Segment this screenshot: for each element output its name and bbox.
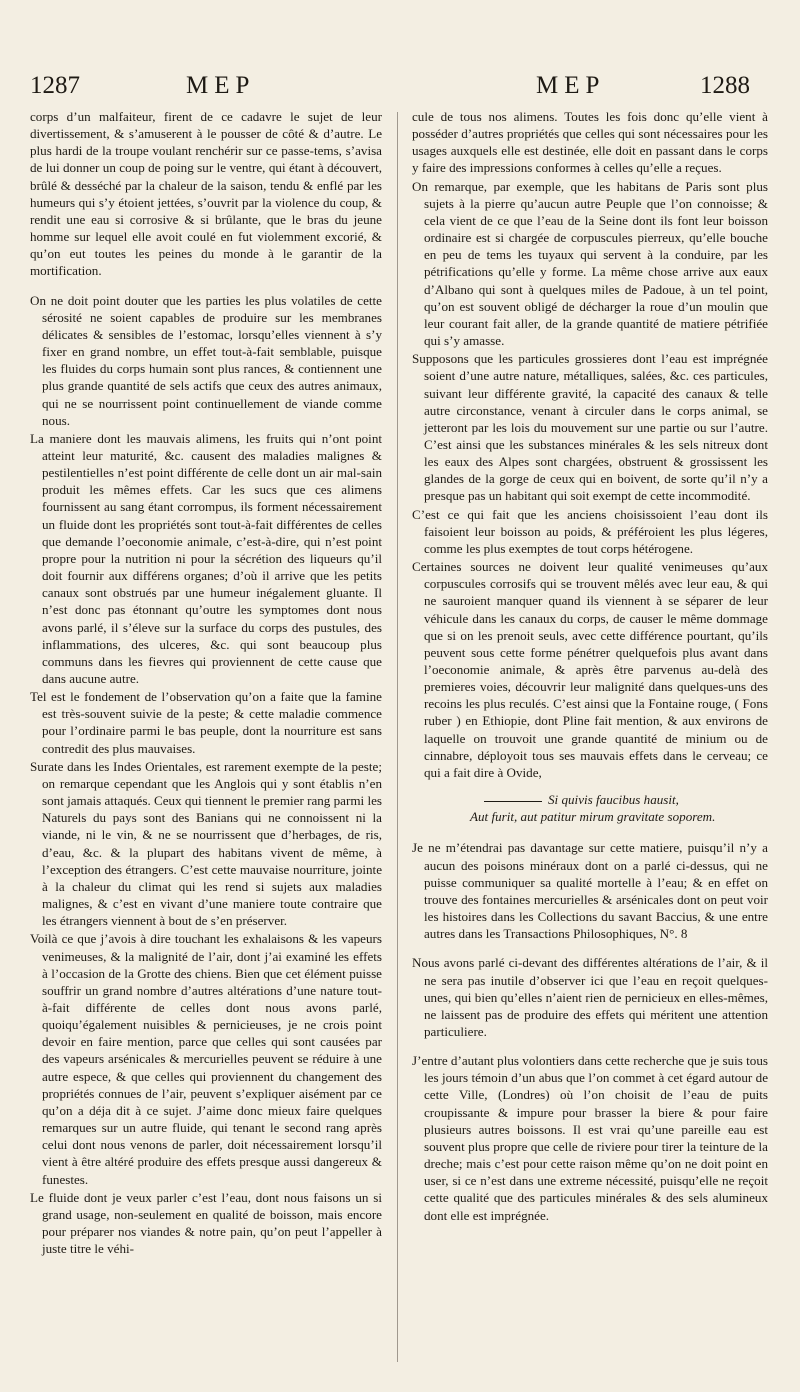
column-divider bbox=[397, 112, 398, 1362]
right-running-title: MEP bbox=[536, 72, 606, 99]
left-column bbox=[30, 108, 382, 1258]
right-page-number: 1288 bbox=[700, 72, 750, 99]
ovid-quotation bbox=[412, 791, 768, 825]
left-running-title: MEP bbox=[186, 72, 256, 99]
paragraph: Le fluide dont je veux parler c’est l’eau, dont nous faisons un si grand usage, non-seulement en qualité de boisson, mais encore pour préparer nos viandes & notre pain, qu’on peut l’appeller à juste titre le véhi- bbox=[30, 1189, 382, 1257]
paragraph: Voilà ce que j’avois à dire touchant les exhalaisons & les vapeurs venimeuses, & la malignité de l’air, dont j’ai examiné les effets à l’occasion de la Grotte des chiens. Bien que cet élément puisse souffrir un grand nombre d’autres altérations d’une nature tout-à-fait différente de celles dont nous avons parlé, quoiqu’également nuisibles & pernicieuses, je ne crois point devoir en faire mention, parce que celles qui sont causées par des vapeurs arsénicales & mercurielles peuvent se réduire à une autre espece, & que celles qui proviennent du changement des propriétés connues de l’air, peuvent s’expliquer aisément par ce qu’on a déja dit à ce sujet. J’aime donc mieux faire quelques remarques sur un autre fluide, qui tenant le second rang après celui dont nous venons de parler, doit nécessairement lorsqu’il vient à être altéré produire des effets presque aussi dangereux & funestes. bbox=[30, 931, 382, 1187]
paragraph: Surate dans les Indes Orientales, est rarement exempte de la peste; on remarque cependant que les Anglois qui y sont établis n’en sont jamais attaqués. Ceux qui tiennent le premier rang parmi les Naturels du pays sont des Banians qui ne connoissent ni la viande, ni le vin, & ne se nourrissent que d’herbages, de ris, d’eau, &c. & la plupart des habitans vivent de même, à l’exception des étrangers. C’est cette mauvaise nourriture, jointe à la chaleur du climat qui les rend si sujets aux maladies malignes, & c’est en vivant d’une maniere toute contraire que les étrangers viennent à bout de s’en préserver. bbox=[30, 758, 382, 929]
paragraph: corps d’un malfaiteur, firent de ce cadavre le sujet de leur divertissement, & s’amuserent à le pousser de côté & d’autre. Le plus hardi de la troupe voulant renchérir sur ce passe-tems, s’avisa de lui donner un coup de poing sur le ventre, qui étant à découvert, brûlé & desséché par la chaleur de la saison, tendu & enflé par les humeurs qui s’y étoient jettées, s’ouvrit par la violence du coup, & rendit une eau si corrosive & si brûlante, que le bras du jeune homme sur lequel elle avoit coulé en fut violemment excorié, & qu’on eut toutes les peines du monde à le garantir de la mortification. bbox=[30, 109, 382, 279]
quotation-dash bbox=[484, 801, 542, 802]
paragraph: La maniere dont les mauvais alimens, les fruits qui n’ont point atteint leur maturité, &c. causent des maladies malignes & pestilentielles n’est point différente de celle dont un air mal-sain produit les mêmes effets. Car les sucs que ces alimens fournissent au sang étant corrompus, ils forment nécessairement un fluide dont les propriétés sont tout-à-fait différentes de celles que demande l’oeconomie animale, c’est-à-dire, qui n’est point propre pour la nutrition ni pour la sécrétion des liqueurs qu’il doit fournir aux différens organes; d’où il arrive que les petits canaux sont obstrués par une humeur inégalement gluante. Il n’est donc pas étonnant qu’outre les symptomes dont nous avons parlé, il s’éleve sur la surface du corps des pustules, des inflammations, des ulceres, &c. qui sont beaucoup plus communs dans les fievres qui proviennent de cette cause que dans aucune autre. bbox=[30, 430, 382, 686]
right-column bbox=[412, 108, 768, 1225]
paragraph: J’entre d’autant plus volontiers dans cette recherche que je suis tous les jours témoin d’un abus que l’on commet à cet égard autour de cette Ville, (Londres) où l’on choisit de l’eau de puits croupissante & impure pour brasser la biere & pour faire plusieurs autres boissons. Il est vrai qu’une pareille eau est souvent plus propre que celle de riviere pour tirer la teinture de la dreche; mais c’est pour cette raison même qu’on ne doit point en user, si ce n’est dans une extreme nécessité, puisqu’elle ne reçoit cette qualité que des particules minérales & des sels alumineux dont elle est imprégnée. bbox=[412, 1053, 768, 1223]
paragraph: C’est ce qui fait que les anciens choisissoient l’eau dont ils faisoient leur boisson au poids, & préféroient les plus légeres, comme les plus exemptes de tout corps hétérogene. bbox=[412, 506, 768, 556]
left-page-number: 1287 bbox=[30, 72, 80, 99]
paragraph: Certaines sources ne doivent leur qualité venimeuses qu’aux corpuscules corrosifs qui se trouvent mêlés avec leur eau, & qui ne sauroient manquer quand ils viennent à se séparer de leur véhicule dans les canaux du corps, de causer le même dommage que si on les prenoit seuls, avec cette différence pourtant, qu’ils peuvent sous cette forme pénétrer quelquefois plus avant dans l’oeconomie animale, & après être parvenus au-delà des premieres voies, découvrir leur malignité dans quelques-uns des recoins les plus reculés. C’est ainsi que la Fontaine rouge, ( Fons ruber ) en Ethiopie, dont Pline fait mention, & aux environs de laquelle on trouvoit une grande quantité de minium ou de cinnabre, déployoit tous ses mauvais effets dans le cerveau; ce qui a fait dire à Ovide, bbox=[412, 559, 768, 780]
paragraph: Je ne m’étendrai pas davantage sur cette matiere, puisqu’il n’y a aucun des poisons minéraux dont on a parlé ci-dessus, qui ne puisse communiquer sa qualité mortelle à l’eau; & en effet on trouve des fontaines mercurielles & arsénicales dont on peut voir les histoires dans les Collections du savant Baccius, & une entre autres dans les Transactions Philosophiques, N°. 8 bbox=[412, 840, 768, 942]
paragraph: On ne doit point douter que les parties les plus volatiles de cette sérosité ne soient capables de produire sur les membranes délicates & sensibles de l’estomac, lorsqu’elles viennent à s’y fixer en grand nombre, un effet tout-à-fait semblable, puisque les fluides du corps humain sont plus rances, & contiennent une plus grande quantité de sels actifs que ceux des autres animaux, qui ne se nourrissent point continuellement de viande comme nous. bbox=[30, 292, 382, 428]
paragraph: cule de tous nos alimens. Toutes les fois donc qu’elle vient à posséder d’autres propriétés que celles qui sont nécessaires pour les usages auxquels elle est destinée, elle doit en passant dans le corps y faire des impressions conformes à celles qu’elle a reçues. bbox=[412, 109, 768, 176]
paragraph: On remarque, par exemple, que les habitans de Paris sont plus sujets à la pierre qu’aucun autre Peuple que l’on connoisse; & cela vient de ce que l’eau de la Seine dont ils font leur boisson ordinaire est si chargée de corpuscules pierreux, qu’elle bouche en peu de tems les tuyaux qui servent à la conduire, par les pétrifications qu’elle y forme. La même chose arrive aux eaux d’Albano qui sont à quelques miles de Padoue, à un tel point, qu’on est souvent obligé de décharger la roue d’un moulin que leur courant fait aller, de la grande quantité de matiere pétrifiée qui s’y amasse. bbox=[412, 178, 768, 349]
verse-line: Si quivis faucibus hausit, bbox=[548, 792, 679, 808]
verse-line: Aut furit, aut patitur mirum gravitate soporem. bbox=[470, 809, 716, 825]
paragraph: Nous avons parlé ci-devant des différentes altérations de l’air, & il ne sera pas inutile d’observer ici que l’eau en reçoit quelques-unes, qui bien qu’elles n’aient rien de pernicieux en elles-mêmes, ne laissent pas de produire des effets qui méritent une attention particuliere. bbox=[412, 955, 768, 1039]
running-header bbox=[0, 72, 800, 106]
paragraph: Tel est le fondement de l’observation qu’on a faite que la famine est très-souvent suivie de la peste; & cette maladie commence pour l’ordinaire parmi le bas peuple, dont la nourriture est sans contredit des plus mauvaises. bbox=[30, 689, 382, 756]
paragraph: Supposons que les particules grossieres dont l’eau est imprégnée soient d’une autre nature, métalliques, salées, &c. ces particules, suivant leur différente gravité, la capacité des canaux & telle autre circonstance, venant à circuler dans le corps animal, se jetteront par les lois du mouvement sur une partie ou sur l’autre. C’est ainsi que les substances minérales & les sels nitreux dont les eaux des Alpes sont chargées, obstruent & grossissent les glandes de la gorge de ceux qui en boivent, de sorte qu’il n’y a presque pas un habitant qui soit exempt de cette incommodité. bbox=[412, 351, 768, 504]
